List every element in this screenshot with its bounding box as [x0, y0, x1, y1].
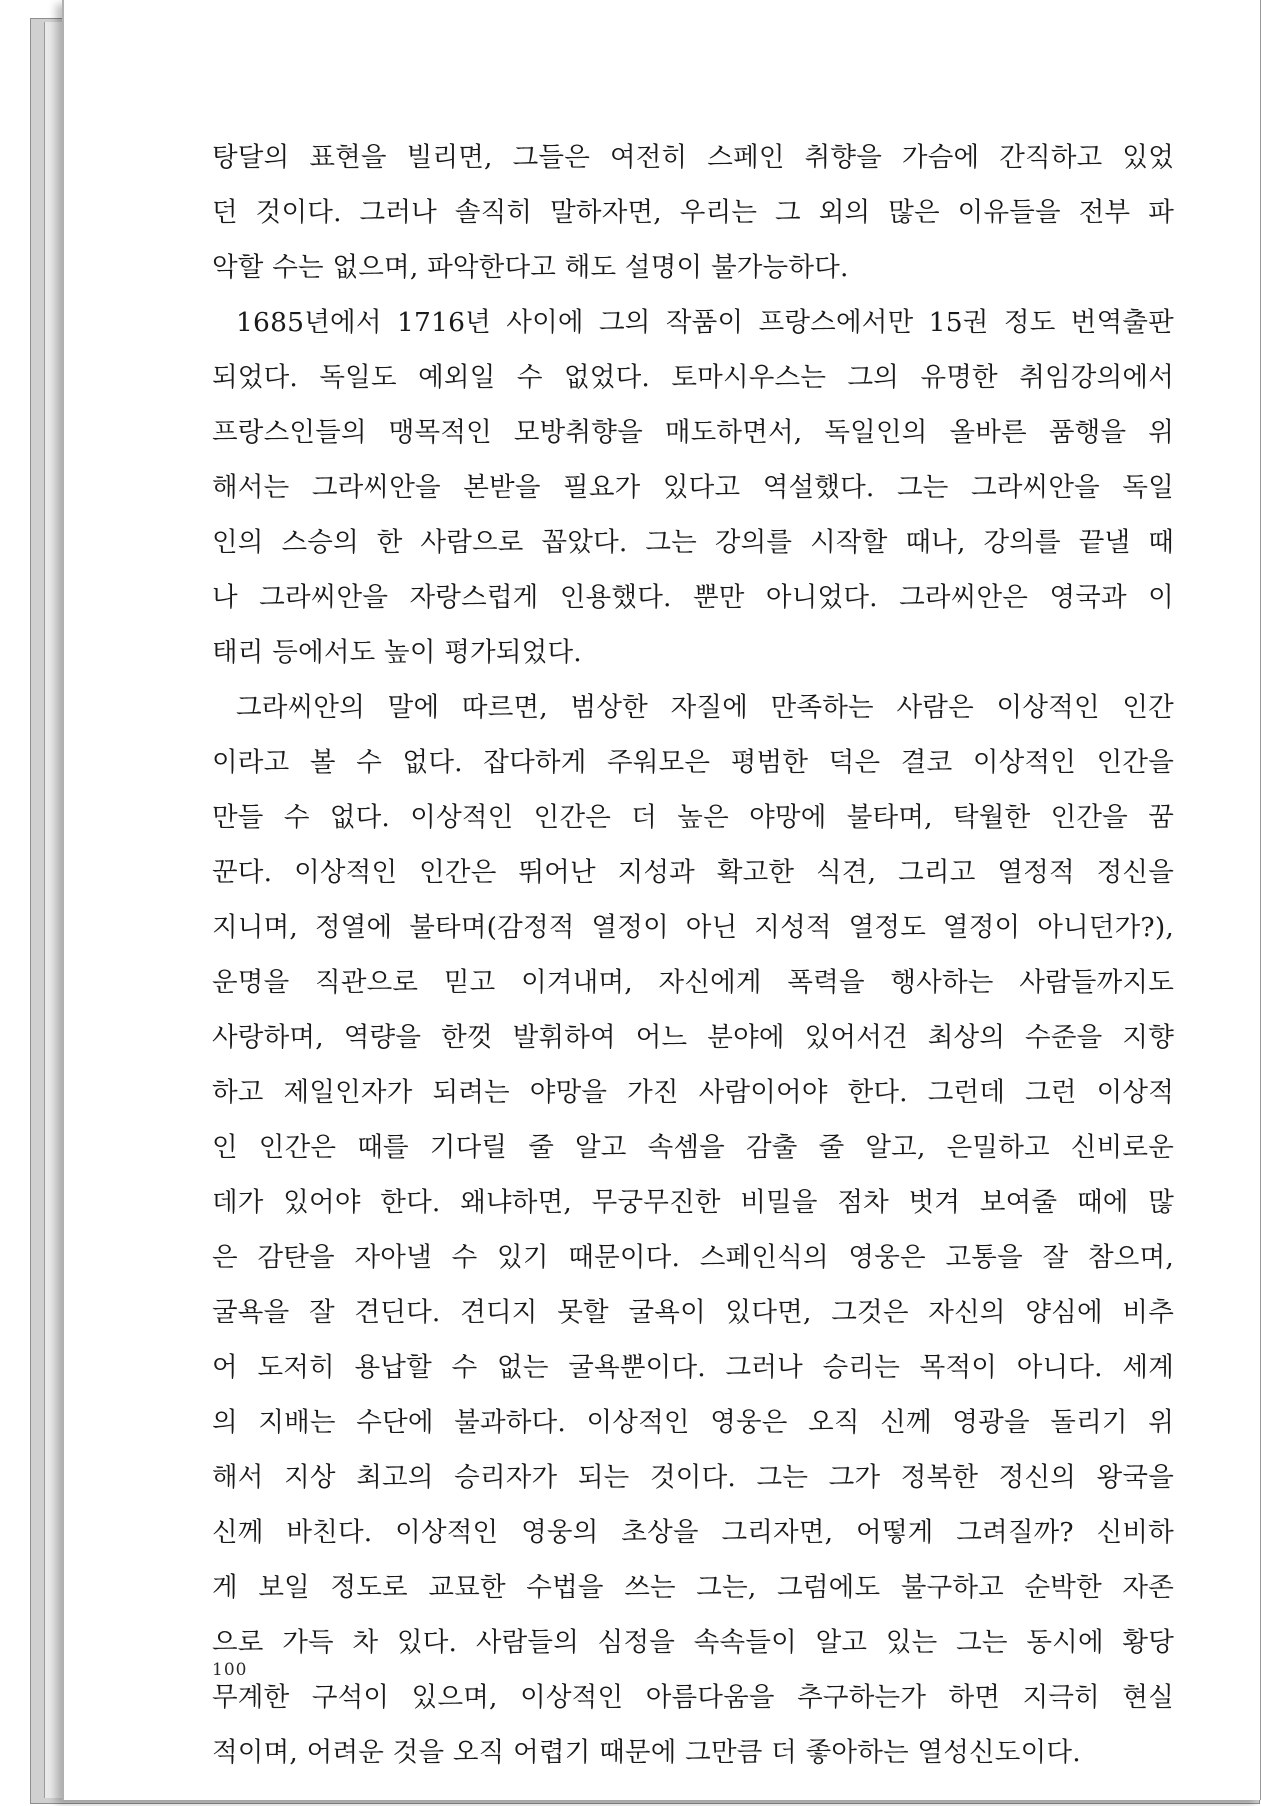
body-text — [212, 130, 1174, 1780]
page-number: 100 — [212, 1660, 248, 1680]
text-line: 굴욕을 잘 견딘다. 견디지 못할 굴욕이 있다면, 그것은 자신의 양심에 비추 — [212, 1297, 1174, 1328]
paragraph — [212, 295, 1174, 680]
text-line: 무계한 구석이 있으며, 이상적인 아름다움을 추구하는가 하면 지극히 현실 — [212, 1682, 1174, 1713]
text-line: 운명을 직관으로 믿고 이겨내며, 자신에게 폭력을 행사하는 사람들까지도 — [212, 967, 1174, 998]
text-line: 꾼다. 이상적인 인간은 뛰어난 지성과 확고한 식견, 그리고 열정적 정신을 — [212, 857, 1174, 888]
paragraph — [212, 130, 1174, 295]
text-line: 신께 바친다. 이상적인 영웅의 초상을 그리자면, 어떻게 그려질까? 신비하 — [212, 1517, 1174, 1548]
text-line: 해서 지상 최고의 승리자가 되는 것이다. 그는 그가 정복한 정신의 왕국을 — [212, 1462, 1174, 1493]
text-line: 탕달의 표현을 빌리면, 그들은 여전히 스페인 취향을 가슴에 간직하고 있었 — [212, 142, 1174, 173]
book-page — [62, 0, 1261, 1800]
text-line: 인 인간은 때를 기다릴 줄 알고 속셈을 감출 줄 알고, 은밀하고 신비로운 — [212, 1132, 1174, 1163]
text-line: 1685년에서 1716년 사이에 그의 작품이 프랑스에서만 15권 정도 번역출판 — [236, 307, 1174, 338]
text-line: 은 감탄을 자아낼 수 있기 때문이다. 스페인식의 영웅은 고통을 잘 참으며, — [212, 1242, 1174, 1273]
text-line: 데가 있어야 한다. 왜냐하면, 무궁무진한 비밀을 점차 벗겨 보여줄 때에 많 — [212, 1187, 1174, 1218]
text-line: 의 지배는 수단에 불과하다. 이상적인 영웅은 오직 신께 영광을 돌리기 위 — [212, 1407, 1174, 1438]
text-line: 하고 제일인자가 되려는 야망을 가진 사람이어야 한다. 그런데 그런 이상적 — [212, 1077, 1174, 1108]
text-line: 으로 가득 차 있다. 사람들의 심정을 속속들이 알고 있는 그는 동시에 황당 — [212, 1627, 1174, 1658]
text-line: 되었다. 독일도 예외일 수 없었다. 토마시우스는 그의 유명한 취임강의에서 — [212, 362, 1174, 393]
text-line: 게 보일 정도로 교묘한 수법을 쓰는 그는, 그럼에도 불구하고 순박한 자존 — [212, 1572, 1174, 1603]
text-line: 악할 수는 없으며, 파악한다고 해도 설명이 불가능하다. — [212, 252, 849, 283]
text-line: 이라고 볼 수 없다. 잡다하게 주워모은 평범한 덕은 결코 이상적인 인간을 — [212, 747, 1174, 778]
text-line: 프랑스인들의 맹목적인 모방취향을 매도하면서, 독일인의 올바른 품행을 위 — [212, 417, 1174, 448]
text-line: 사랑하며, 역량을 한껏 발휘하여 어느 분야에 있어서건 최상의 수준을 지향 — [212, 1022, 1174, 1053]
text-line: 나 그라씨안을 자랑스럽게 인용했다. 뿐만 아니었다. 그라씨안은 영국과 이 — [212, 582, 1174, 613]
text-line: 태리 등에서도 높이 평가되었다. — [212, 637, 582, 668]
text-line: 인의 스승의 한 사람으로 꼽았다. 그는 강의를 시작할 때나, 강의를 끝낼 때 — [212, 527, 1174, 558]
text-line: 던 것이다. 그러나 솔직히 말하자면, 우리는 그 외의 많은 이유들을 전부 파 — [212, 197, 1174, 228]
text-line: 적이며, 어려운 것을 오직 어렵기 때문에 그만큼 더 좋아하는 열성신도이다. — [212, 1737, 1081, 1768]
text-line: 해서는 그라씨안을 본받을 필요가 있다고 역설했다. 그는 그라씨안을 독일 — [212, 472, 1174, 503]
paragraph — [212, 680, 1174, 1780]
text-line: 어 도저히 용납할 수 없는 굴욕뿐이다. 그러나 승리는 목적이 아니다. 세계 — [212, 1352, 1174, 1383]
text-line: 그라씨안의 말에 따르면, 범상한 자질에 만족하는 사람은 이상적인 인간 — [236, 692, 1174, 723]
text-line: 지니며, 정열에 불타며(감정적 열정이 아닌 지성적 열정도 열정이 아니던가?), — [212, 912, 1174, 943]
text-line: 만들 수 없다. 이상적인 인간은 더 높은 야망에 불타며, 탁월한 인간을 꿈 — [212, 802, 1174, 833]
